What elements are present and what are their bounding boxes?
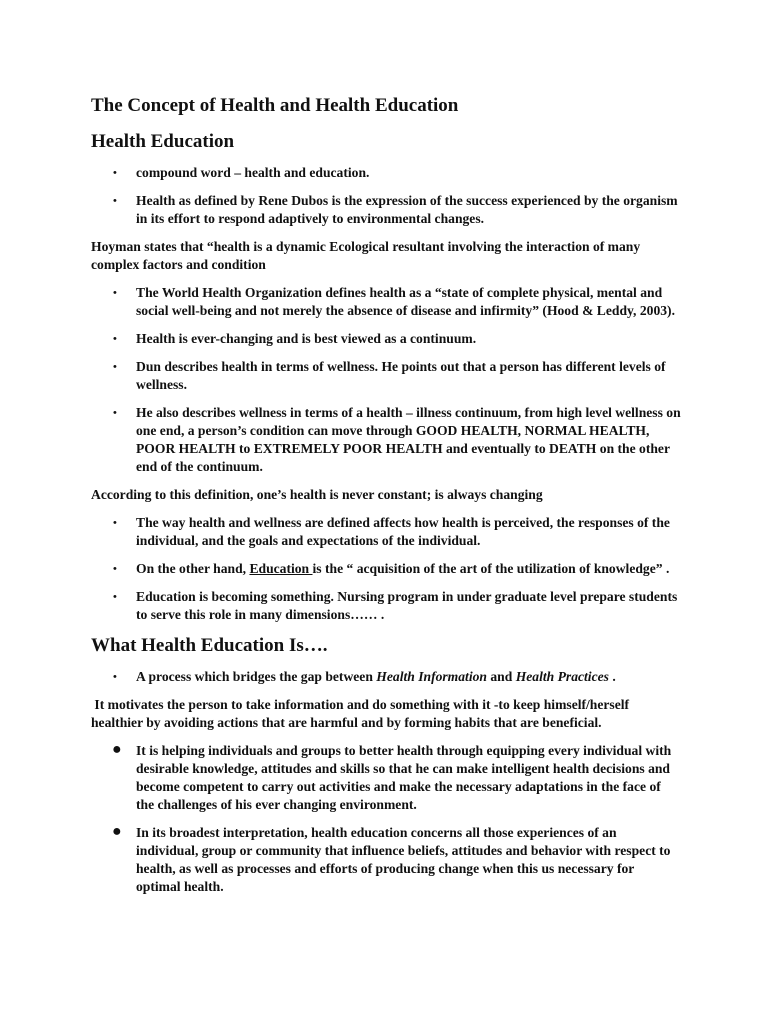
bullet-icon: •	[113, 591, 117, 603]
list-item-text-prefix: On the other hand,	[136, 561, 250, 576]
list-item	[91, 330, 681, 348]
section-heading-what-health-education-is: What Health Education Is….	[91, 635, 328, 656]
list-item-text-middle: and	[486, 669, 516, 684]
list-item-text: The way health and wellness are defined affects how health is perceived, the responses of the individual, and the goals and expectations of the individual.	[136, 515, 670, 548]
bullet-list	[91, 164, 681, 228]
bullet-icon: •	[113, 517, 117, 529]
paragraph-definition: According to this definition, one’s health is never constant; is always changing	[91, 487, 543, 502]
list-item	[91, 588, 681, 624]
list-item-text: It is helping individuals and groups to better health through equipping every individual with desirable knowledge, attitudes and skills so that he can make intelligent health decisions and become competent to carry out activities and make the necessary adaptations in the face of the challenges of his ever changing environment.	[136, 743, 672, 812]
list-item	[91, 514, 681, 550]
bullet-list	[91, 668, 681, 686]
list-item-text: compound word – health and education.	[136, 165, 370, 180]
bullet-icon: •	[113, 333, 117, 345]
bullet-icon: •	[113, 167, 117, 179]
paragraph-hoyman: Hoyman states that “health is a dynamic Ecological resultant involving the interaction of many complex factors and condition	[91, 239, 641, 272]
list-item	[91, 164, 681, 182]
bullet-list	[91, 514, 681, 624]
bullet-icon: •	[113, 563, 117, 575]
list-item	[91, 824, 681, 896]
bullet-list	[91, 742, 681, 896]
italic-term-health-information: Health Information	[376, 669, 487, 684]
list-item	[91, 560, 681, 578]
list-item-text: Health is ever-changing and is best viewed as a continuum.	[136, 331, 477, 346]
list-item-text-prefix: A process which bridges the gap between	[136, 669, 377, 684]
bullet-icon: •	[113, 671, 117, 683]
list-item	[91, 742, 681, 814]
list-item-text: Education is becoming something. Nursing program in under graduate level prepare students to serve this role in many dimensions…… .	[136, 589, 678, 622]
paragraph-motivates: It motivates the person to take information and do something with it -to keep himself/herself healthier by avoiding actions that are harmful and by forming habits that are beneficial.	[91, 697, 633, 730]
list-item-text: The World Health Organization defines health as a “state of complete physical, mental and social well-being and not merely the absence of disease and infirmity” (Hood & Leddy, 2003).	[136, 285, 675, 318]
bullet-icon: ●	[112, 741, 122, 758]
underlined-term-education: Education	[249, 561, 313, 576]
bullet-icon: ●	[112, 823, 122, 840]
bullet-list	[91, 284, 681, 476]
list-item-text: Health as defined by Rene Dubos is the expression of the success experienced by the organism in its effort to respond adaptively to environmental changes.	[136, 193, 678, 226]
list-item-text: In its broadest interpretation, health education concerns all those experiences of an individual, group or community that influence beliefs, attitudes and behavior with respect to health, as well as processes and efforts of producing change when this us necessary for optimal health.	[136, 825, 671, 894]
bullet-icon: •	[113, 407, 117, 419]
list-item	[91, 284, 681, 320]
italic-term-health-practices: Health Practices	[515, 669, 609, 684]
list-item-text: Dun describes health in terms of wellness. He points out that a person has different levels of wellness.	[136, 359, 666, 392]
list-item-text-suffix: .	[608, 669, 616, 684]
list-item-text: He also describes wellness in terms of a health – illness continuum, from high level wellness on one end, a person’s condition can move through GOOD HEALTH, NORMAL HEALTH, POOR HEALTH to EXTREMELY POOR HEALTH and eventually to DEATH on the other end of the continuum.	[136, 405, 681, 474]
list-item	[91, 358, 681, 394]
bullet-icon: •	[113, 361, 117, 373]
document-title: The Concept of Health and Health Education	[91, 95, 459, 116]
bullet-icon: •	[113, 287, 117, 299]
section-heading-health-education: Health Education	[91, 131, 235, 152]
list-item	[91, 668, 681, 686]
list-item	[91, 192, 681, 228]
bullet-icon: •	[113, 195, 117, 207]
list-item	[91, 404, 681, 476]
list-item-text-suffix: is the “ acquisition of the art of the utilization of knowledge” .	[312, 561, 670, 576]
